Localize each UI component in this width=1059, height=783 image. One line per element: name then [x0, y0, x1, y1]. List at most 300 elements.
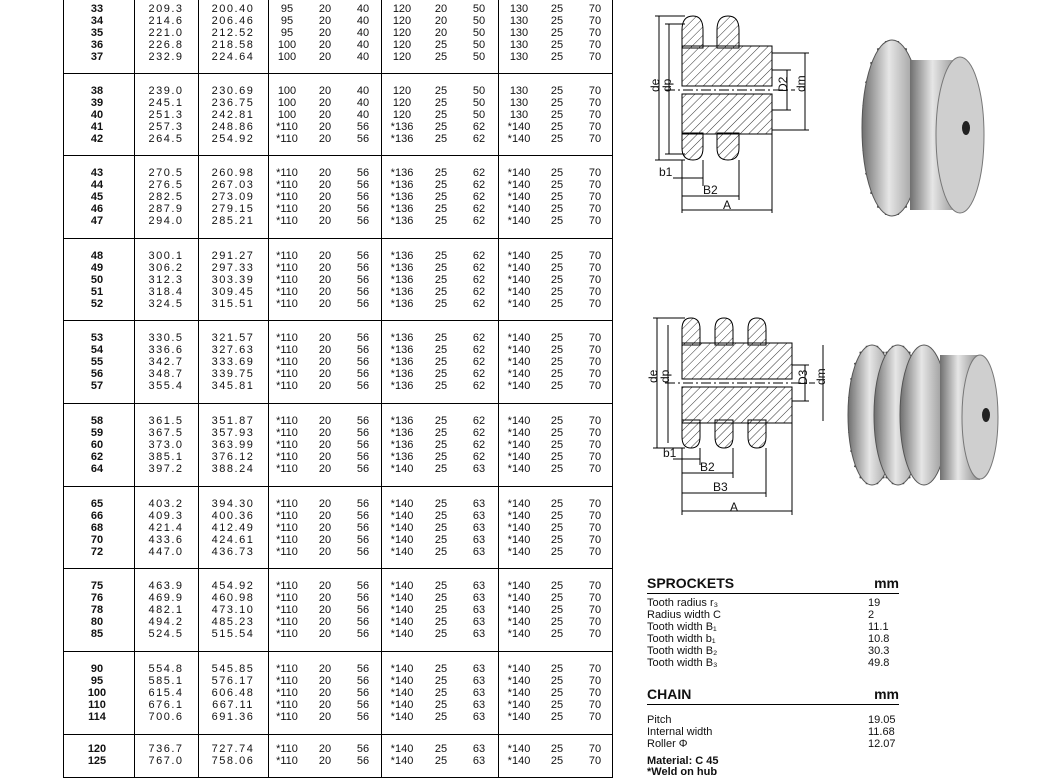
cell-triplex-d3: *140	[507, 604, 531, 616]
cell-simplex-dm: 56	[356, 663, 370, 675]
cell-triplex-d3: 130	[509, 97, 529, 109]
cell-simplex-d1: *110	[276, 215, 298, 227]
cell-dp: 758.06	[211, 755, 255, 767]
cell-triplex-b: 25	[550, 3, 564, 15]
cell-triplex-dm: 70	[588, 711, 602, 723]
cell-duplex-b: 25	[434, 121, 448, 133]
cell-duplex-dm: 62	[472, 356, 486, 368]
chain-title: CHAIN	[647, 686, 692, 702]
cell-duplex-dm: 50	[472, 27, 486, 39]
cell-triplex-d3: *140	[507, 675, 531, 687]
cell-triplex-dm: 70	[588, 121, 602, 133]
cell-simplex-d1: 100	[277, 97, 297, 109]
cell-simplex-b: 20	[318, 215, 332, 227]
table-group-rule	[63, 238, 613, 239]
cell-de: 276.5	[148, 179, 184, 191]
cell-duplex-d2: *136	[390, 451, 414, 463]
cell-simplex-d1: *110	[276, 368, 298, 380]
cell-duplex-d2: *136	[390, 415, 414, 427]
cell-simplex-b: 20	[318, 580, 332, 592]
spec-label: Internal width	[647, 726, 713, 738]
label-de: de	[646, 369, 660, 383]
cell-de: 736.7	[148, 743, 184, 755]
cell-triplex-b: 25	[550, 203, 564, 215]
table-row	[63, 286, 613, 298]
cell-simplex-b: 20	[318, 663, 332, 675]
cell-simplex-d1: *110	[276, 262, 298, 274]
cell-simplex-dm: 56	[356, 298, 370, 310]
cell-simplex-dm: 56	[356, 368, 370, 380]
cell-simplex-dm: 56	[356, 510, 370, 522]
cell-de: 373.0	[148, 439, 184, 451]
cell-dp: 267.03	[211, 179, 255, 191]
cell-de: 239.0	[148, 85, 184, 97]
spec-label: Radius width C	[647, 609, 721, 621]
spec-label: Tooth radius r₃	[647, 597, 719, 609]
cell-simplex-d1: *110	[276, 743, 298, 755]
cell-duplex-b: 25	[434, 286, 448, 298]
cell-dp: 667.11	[212, 699, 254, 711]
spec-value: 19.05	[868, 714, 896, 726]
cell-duplex-d2: 120	[392, 51, 412, 63]
cell-simplex-b: 20	[318, 604, 332, 616]
cell-triplex-d3: 130	[509, 39, 529, 51]
cell-z: 68	[90, 522, 104, 534]
table-row	[63, 687, 613, 699]
cell-triplex-b: 25	[550, 534, 564, 546]
cell-triplex-dm: 70	[588, 332, 602, 344]
cell-simplex-d1: *110	[276, 675, 298, 687]
table-row	[63, 167, 613, 179]
cell-simplex-dm: 56	[356, 133, 370, 145]
cell-triplex-dm: 70	[588, 755, 602, 767]
chain-spec-row	[647, 726, 899, 738]
cell-dp: 436.73	[211, 546, 255, 558]
cell-de: 409.3	[148, 510, 184, 522]
cell-duplex-dm: 50	[472, 15, 486, 27]
cell-z: 52	[90, 298, 104, 310]
table-row	[63, 711, 613, 723]
table-row	[63, 755, 613, 767]
cell-de: 433.6	[148, 534, 184, 546]
cell-de: 264.5	[148, 133, 184, 145]
cell-duplex-d2: *136	[390, 215, 414, 227]
cell-simplex-d1: *110	[276, 604, 298, 616]
table-row	[63, 344, 613, 356]
cell-triplex-b: 25	[550, 167, 564, 179]
cell-duplex-b: 25	[434, 616, 448, 628]
cell-triplex-dm: 70	[588, 451, 602, 463]
cell-triplex-b: 25	[550, 286, 564, 298]
cell-simplex-dm: 56	[356, 274, 370, 286]
cell-dp: 363.99	[211, 439, 255, 451]
cell-simplex-dm: 56	[356, 262, 370, 274]
cell-triplex-d3: *140	[507, 592, 531, 604]
cell-triplex-d3: *140	[507, 439, 531, 451]
cell-de: 226.8	[148, 39, 184, 51]
cell-triplex-b: 25	[550, 628, 564, 640]
cell-duplex-b: 20	[434, 15, 448, 27]
cell-simplex-b: 20	[318, 711, 332, 723]
cell-simplex-d1: 100	[277, 39, 297, 51]
table-row	[63, 415, 613, 427]
sprockets-title: SPROCKETS	[647, 575, 735, 591]
cell-simplex-dm: 40	[356, 85, 370, 97]
cell-duplex-b: 25	[434, 687, 448, 699]
weld-note: *Weld on hub	[647, 766, 718, 778]
cell-duplex-dm: 63	[472, 663, 486, 675]
cell-triplex-d3: *140	[507, 498, 531, 510]
cell-triplex-b: 25	[550, 755, 564, 767]
cell-duplex-d2: *136	[390, 298, 414, 310]
cell-simplex-dm: 40	[356, 39, 370, 51]
cell-triplex-dm: 70	[588, 546, 602, 558]
cell-duplex-d2: *140	[390, 628, 414, 640]
spec-value: 11.68	[868, 726, 895, 738]
table-row	[63, 628, 613, 640]
cell-simplex-d1: *110	[276, 250, 298, 262]
cell-triplex-d3: *140	[507, 203, 531, 215]
cell-de: 318.4	[148, 286, 184, 298]
cell-duplex-dm: 63	[472, 675, 486, 687]
cell-simplex-d1: 95	[280, 15, 294, 27]
cell-simplex-d1: *110	[276, 534, 298, 546]
triplex-sprocket-photo	[840, 335, 1000, 495]
cell-z: 114	[88, 711, 106, 723]
table-row	[63, 463, 613, 475]
cell-simplex-dm: 56	[356, 451, 370, 463]
cell-duplex-dm: 63	[472, 522, 486, 534]
cell-simplex-dm: 56	[356, 415, 370, 427]
cell-duplex-d2: 120	[392, 97, 412, 109]
cell-triplex-dm: 70	[588, 27, 602, 39]
cell-triplex-d3: *140	[507, 580, 531, 592]
cell-z: 43	[90, 167, 104, 179]
cell-duplex-d2: *136	[390, 344, 414, 356]
cell-triplex-dm: 70	[588, 498, 602, 510]
cell-triplex-dm: 70	[588, 85, 602, 97]
cell-de: 676.1	[148, 699, 184, 711]
cell-duplex-b: 25	[434, 604, 448, 616]
cell-duplex-b: 25	[434, 368, 448, 380]
cell-triplex-dm: 70	[588, 427, 602, 439]
cell-triplex-d3: *140	[507, 755, 531, 767]
cell-duplex-b: 20	[434, 27, 448, 39]
table-row	[63, 133, 613, 145]
cell-simplex-dm: 56	[356, 250, 370, 262]
cell-triplex-b: 25	[550, 51, 564, 63]
cell-triplex-dm: 70	[588, 534, 602, 546]
cell-triplex-b: 25	[550, 743, 564, 755]
cell-simplex-d1: *110	[276, 522, 298, 534]
cell-triplex-dm: 70	[588, 699, 602, 711]
label-b2: B2	[703, 183, 718, 197]
cell-triplex-dm: 70	[588, 743, 602, 755]
cell-de: 251.3	[148, 109, 184, 121]
cell-duplex-d2: *140	[390, 743, 414, 755]
sprockets-spec-row	[647, 597, 899, 609]
cell-simplex-d1: 100	[277, 109, 297, 121]
cell-triplex-b: 25	[550, 699, 564, 711]
cell-duplex-dm: 62	[472, 298, 486, 310]
cell-dp: 230.69	[211, 85, 255, 97]
label-b1: b1	[663, 446, 677, 460]
cell-triplex-d3: *140	[507, 191, 531, 203]
cell-triplex-b: 25	[550, 250, 564, 262]
cell-triplex-b: 25	[550, 522, 564, 534]
cell-simplex-dm: 56	[356, 344, 370, 356]
cell-simplex-b: 20	[318, 274, 332, 286]
table-row	[63, 616, 613, 628]
cell-de: 447.0	[148, 546, 184, 558]
cell-de: 300.1	[148, 250, 184, 262]
duplex-sprocket-photo	[850, 30, 990, 225]
cell-triplex-b: 25	[550, 439, 564, 451]
cell-triplex-dm: 70	[588, 250, 602, 262]
cell-simplex-dm: 56	[356, 755, 370, 767]
cell-z: 34	[90, 15, 104, 27]
cell-dp: 412.49	[211, 522, 255, 534]
cell-z: 57	[90, 380, 104, 392]
cell-simplex-d1: *110	[276, 451, 298, 463]
cell-duplex-dm: 63	[472, 616, 486, 628]
cell-duplex-d2: *136	[390, 368, 414, 380]
cell-duplex-b: 25	[434, 109, 448, 121]
cell-z: 49	[90, 262, 104, 274]
cell-duplex-d2: *136	[390, 203, 414, 215]
cell-simplex-d1: 95	[280, 3, 294, 15]
cell-z: 90	[90, 663, 104, 675]
cell-triplex-dm: 70	[588, 203, 602, 215]
label-dp: dp	[658, 369, 672, 383]
cell-simplex-d1: *110	[276, 687, 298, 699]
cell-z: 76	[90, 592, 104, 604]
cell-duplex-b: 25	[434, 451, 448, 463]
cell-triplex-d3: *140	[507, 286, 531, 298]
cell-z: 38	[90, 85, 104, 97]
cell-de: 336.6	[148, 344, 184, 356]
cell-simplex-b: 20	[318, 51, 332, 63]
cell-de: 324.5	[148, 298, 184, 310]
cell-triplex-b: 25	[550, 580, 564, 592]
cell-dp: 727.74	[211, 743, 255, 755]
cell-triplex-d3: *140	[507, 121, 531, 133]
table-row	[63, 121, 613, 133]
cell-triplex-b: 25	[550, 616, 564, 628]
cell-dp: 224.64	[211, 51, 255, 63]
cell-triplex-d3: *140	[507, 368, 531, 380]
cell-duplex-dm: 63	[472, 743, 486, 755]
sprockets-spec-row	[647, 621, 899, 633]
cell-triplex-b: 25	[550, 298, 564, 310]
label-b2: B2	[700, 460, 715, 474]
cell-simplex-dm: 56	[356, 121, 370, 133]
cell-dp: 333.69	[211, 356, 255, 368]
table-row	[63, 215, 613, 227]
cell-duplex-d2: 120	[392, 109, 412, 121]
cell-duplex-b: 25	[434, 699, 448, 711]
cell-duplex-d2: *136	[390, 179, 414, 191]
cell-simplex-dm: 56	[356, 699, 370, 711]
cell-simplex-dm: 56	[356, 592, 370, 604]
table-row	[63, 262, 613, 274]
cell-de: 348.7	[148, 368, 184, 380]
cell-triplex-b: 25	[550, 498, 564, 510]
cell-triplex-b: 25	[550, 179, 564, 191]
cell-dp: 279.15	[211, 203, 255, 215]
table-group-rule	[63, 651, 613, 652]
cell-duplex-b: 25	[434, 439, 448, 451]
cell-z: 39	[90, 97, 104, 109]
cell-triplex-dm: 70	[588, 191, 602, 203]
sprockets-spec-row	[647, 633, 899, 645]
chain-unit: mm	[874, 686, 899, 702]
table-row	[63, 743, 613, 755]
cell-triplex-dm: 70	[588, 274, 602, 286]
cell-triplex-b: 25	[550, 368, 564, 380]
cell-z: 47	[90, 215, 104, 227]
cell-dp: 303.39	[211, 274, 255, 286]
cell-triplex-b: 25	[550, 675, 564, 687]
cell-simplex-b: 20	[318, 121, 332, 133]
cell-duplex-b: 25	[434, 380, 448, 392]
chain-spec-row	[647, 738, 899, 750]
cell-dp: 339.75	[211, 368, 255, 380]
cell-triplex-d3: *140	[507, 167, 531, 179]
table-row	[63, 580, 613, 592]
cell-triplex-b: 25	[550, 109, 564, 121]
cell-simplex-b: 20	[318, 85, 332, 97]
sprockets-spec-row	[647, 645, 899, 657]
cell-duplex-d2: *140	[390, 463, 414, 475]
cell-duplex-d2: *140	[390, 604, 414, 616]
cell-duplex-d2: *140	[390, 687, 414, 699]
cell-simplex-b: 20	[318, 203, 332, 215]
cell-triplex-d3: *140	[507, 179, 531, 191]
cell-simplex-dm: 40	[356, 109, 370, 121]
spec-label: Tooth width B₂	[647, 645, 718, 657]
cell-z: 78	[90, 604, 104, 616]
cell-triplex-b: 25	[550, 274, 564, 286]
cell-simplex-b: 20	[318, 699, 332, 711]
cell-triplex-b: 25	[550, 27, 564, 39]
cell-duplex-dm: 50	[472, 39, 486, 51]
cell-duplex-dm: 63	[472, 463, 486, 475]
cell-duplex-b: 25	[434, 415, 448, 427]
cell-duplex-b: 25	[434, 167, 448, 179]
cell-duplex-d2: *136	[390, 439, 414, 451]
spec-value: 49.8	[868, 657, 890, 669]
cell-triplex-d3: *140	[507, 534, 531, 546]
cell-triplex-b: 25	[550, 711, 564, 723]
cell-z: 65	[90, 498, 104, 510]
cell-triplex-d3: *140	[507, 427, 531, 439]
cell-simplex-dm: 40	[356, 3, 370, 15]
cell-triplex-b: 25	[550, 262, 564, 274]
cell-simplex-b: 20	[318, 15, 332, 27]
table-row	[63, 85, 613, 97]
cell-simplex-b: 20	[318, 427, 332, 439]
spec-value: 11.1	[868, 621, 889, 633]
cell-dp: 545.85	[211, 663, 255, 675]
chain-heading	[647, 686, 899, 702]
cell-duplex-d2: *140	[390, 663, 414, 675]
cell-de: 306.2	[148, 262, 184, 274]
label-d2: D2	[776, 76, 790, 92]
cell-simplex-b: 20	[318, 262, 332, 274]
cell-dp: 351.87	[211, 415, 255, 427]
cell-simplex-d1: *110	[276, 427, 298, 439]
cell-triplex-b: 25	[550, 85, 564, 97]
label-a: A	[730, 500, 739, 514]
cell-simplex-d1: *110	[276, 380, 298, 392]
cell-dp: 376.12	[211, 451, 255, 463]
cell-duplex-dm: 62	[472, 415, 486, 427]
cell-de: 294.0	[148, 215, 184, 227]
cell-de: 209.3	[148, 3, 184, 15]
cell-simplex-dm: 56	[356, 604, 370, 616]
cell-dp: 212.52	[211, 27, 255, 39]
cell-duplex-b: 25	[434, 580, 448, 592]
cell-dp: 606.48	[211, 687, 255, 699]
cell-triplex-b: 25	[550, 39, 564, 51]
cell-triplex-d3: *140	[507, 250, 531, 262]
cell-duplex-b: 25	[434, 592, 448, 604]
cell-simplex-d1: *110	[276, 628, 298, 640]
cell-duplex-b: 25	[434, 463, 448, 475]
table-row	[63, 439, 613, 451]
cell-simplex-d1: 100	[277, 51, 297, 63]
cell-simplex-b: 20	[318, 522, 332, 534]
cell-triplex-d3: *140	[507, 510, 531, 522]
cell-de: 221.0	[148, 27, 184, 39]
cell-duplex-d2: *140	[390, 711, 414, 723]
cell-triplex-d3: *140	[507, 463, 531, 475]
cell-de: 463.9	[148, 580, 184, 592]
spec-label: Tooth width B₃	[647, 657, 718, 669]
cell-de: 554.8	[148, 663, 184, 675]
cell-z: 53	[90, 332, 104, 344]
cell-z: 45	[90, 191, 104, 203]
cell-duplex-dm: 63	[472, 699, 486, 711]
cell-simplex-d1: *110	[276, 133, 298, 145]
duplex-sprocket-section-diagram	[645, 8, 815, 218]
cell-triplex-d3: *140	[507, 451, 531, 463]
cell-dp: 315.51	[211, 298, 255, 310]
cell-triplex-d3: *140	[507, 743, 531, 755]
cell-triplex-dm: 70	[588, 3, 602, 15]
sprockets-spec-row	[647, 657, 899, 669]
cell-dp: 200.40	[211, 3, 255, 15]
cell-triplex-b: 25	[550, 592, 564, 604]
cell-duplex-dm: 63	[472, 546, 486, 558]
cell-triplex-dm: 70	[588, 262, 602, 274]
cell-de: 257.3	[148, 121, 184, 133]
cell-duplex-d2: *136	[390, 274, 414, 286]
cell-triplex-d3: *140	[507, 663, 531, 675]
cell-duplex-b: 25	[434, 332, 448, 344]
cell-triplex-b: 25	[550, 463, 564, 475]
table-row	[63, 51, 613, 63]
cell-duplex-b: 25	[434, 675, 448, 687]
cell-de: 421.4	[148, 522, 184, 534]
cell-simplex-dm: 56	[356, 580, 370, 592]
cell-simplex-dm: 56	[356, 616, 370, 628]
cell-triplex-d3: *140	[507, 298, 531, 310]
cell-simplex-dm: 56	[356, 687, 370, 699]
cell-triplex-dm: 70	[588, 51, 602, 63]
cell-simplex-b: 20	[318, 133, 332, 145]
